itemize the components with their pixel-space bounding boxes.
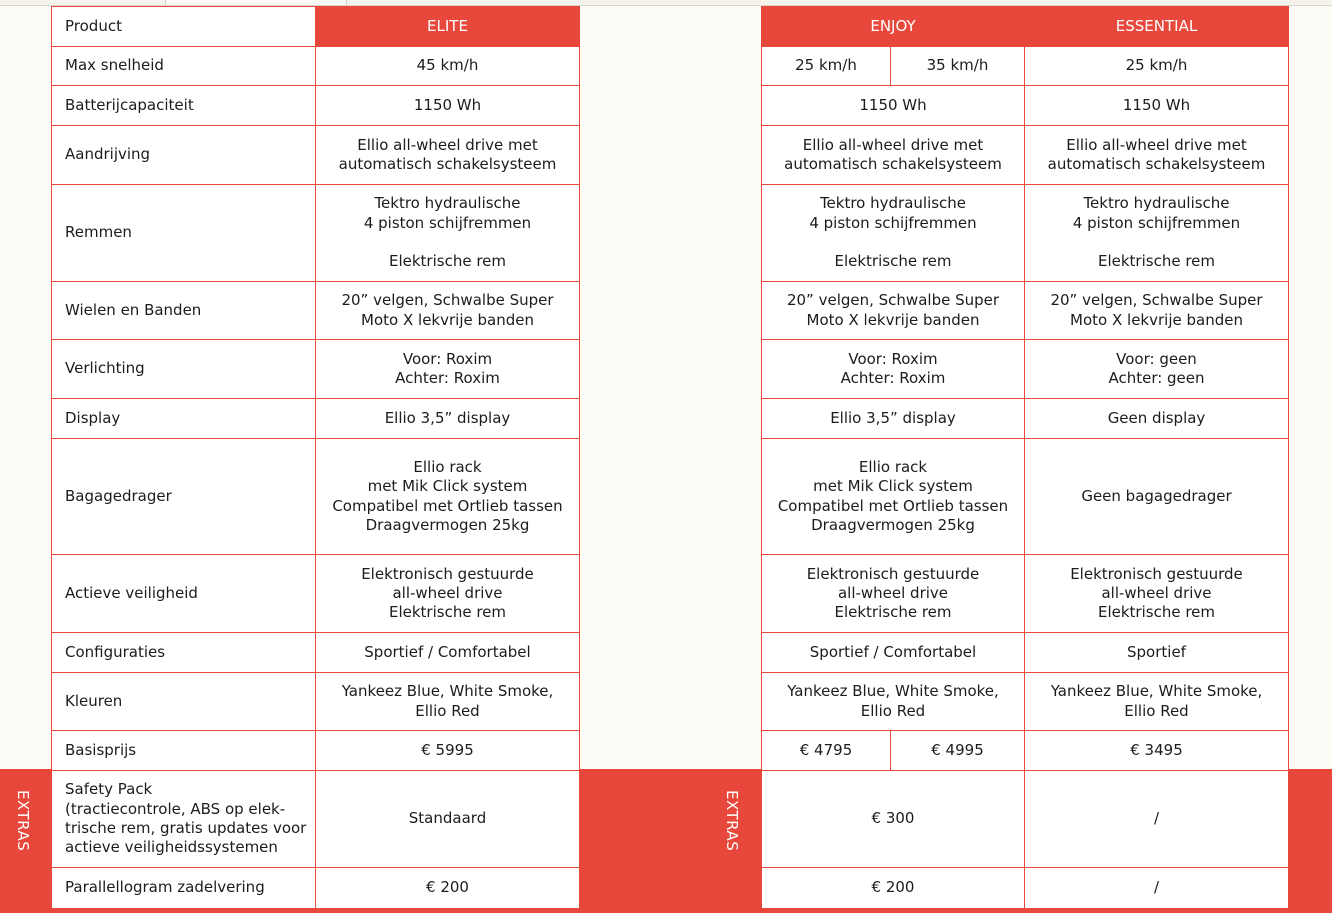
table-row bbox=[52, 185, 580, 282]
enjoy-value bbox=[762, 86, 1025, 126]
table-row bbox=[762, 399, 1289, 439]
extras-label-left: EXTRAS bbox=[14, 790, 32, 852]
essential-value bbox=[1025, 673, 1289, 731]
essential-value-line: 4 piston schijfremmen bbox=[1072, 213, 1241, 232]
essential-value-line: / bbox=[1153, 878, 1160, 897]
elite-value-line: Elektronisch gestuurde bbox=[361, 564, 534, 583]
essential-value bbox=[1025, 771, 1289, 868]
row-label: Actieve veiligheid bbox=[52, 555, 316, 633]
table-row bbox=[762, 439, 1289, 555]
table-row bbox=[52, 555, 580, 633]
table-row bbox=[52, 399, 580, 439]
enjoy-value-line: Voor: Roxim bbox=[848, 349, 938, 368]
elite-value bbox=[316, 126, 580, 185]
essential-value-line: Elektrische rem bbox=[1097, 252, 1216, 271]
essential-value-line: Elektronisch gestuurde bbox=[1070, 564, 1243, 583]
essential-value bbox=[1025, 399, 1289, 439]
spec-table-elite bbox=[51, 6, 580, 909]
elite-value bbox=[316, 731, 580, 771]
table-row bbox=[52, 731, 580, 771]
elite-value-line: Standaard bbox=[408, 809, 487, 828]
essential-value-line bbox=[1029, 233, 1284, 252]
enjoy-value bbox=[762, 673, 1025, 731]
elite-value-line: 1150 Wh bbox=[413, 95, 482, 114]
elite-value-line: Sportief / Comfortabel bbox=[364, 642, 531, 661]
row-label: Configuraties bbox=[52, 633, 316, 673]
elite-value-line: Elektrische rem bbox=[388, 603, 507, 622]
table-row bbox=[762, 282, 1289, 340]
enjoy-value bbox=[762, 399, 1025, 439]
header-essential: ESSENTIAL bbox=[1025, 7, 1289, 47]
elite-value-line: 20” velgen, Schwalbe Super bbox=[341, 291, 554, 310]
table-row bbox=[762, 126, 1289, 185]
enjoy-value-line: Draagvermogen 25kg bbox=[811, 515, 975, 534]
row-label: Bagagedrager bbox=[52, 439, 316, 555]
viewer-tab[interactable] bbox=[165, 0, 347, 5]
essential-value bbox=[1025, 340, 1289, 399]
essential-value-line: Elektrische rem bbox=[1097, 603, 1216, 622]
enjoy-value bbox=[762, 868, 1025, 909]
table-row bbox=[762, 673, 1289, 731]
enjoy-value-line: Elektrische rem bbox=[834, 252, 952, 271]
enjoy-value-line: met Mik Click system bbox=[813, 477, 973, 496]
enjoy-value-line: Elektronisch gestuurde bbox=[806, 564, 980, 583]
essential-value-line: 1150 Wh bbox=[1122, 95, 1191, 114]
table-row bbox=[52, 771, 580, 868]
essential-value bbox=[1025, 282, 1289, 340]
table-row bbox=[52, 86, 580, 126]
elite-value-line: Yankeez Blue, White Smoke, bbox=[341, 682, 554, 701]
elite-value-line: Achter: Roxim bbox=[395, 369, 500, 387]
enjoy-value-line: € 200 bbox=[871, 878, 915, 897]
header-enjoy: ENJOY bbox=[762, 7, 1025, 47]
essential-value bbox=[1025, 633, 1289, 673]
row-label: Basisprijs bbox=[52, 731, 316, 771]
elite-value-line bbox=[320, 233, 575, 252]
elite-value-line: Ellio 3,5” display bbox=[384, 408, 511, 427]
table-row bbox=[52, 47, 580, 86]
enjoy-value bbox=[762, 126, 1025, 185]
elite-value-line: Voor: Roxim bbox=[402, 349, 493, 368]
elite-value bbox=[316, 771, 580, 868]
enjoy-value bbox=[762, 340, 1025, 399]
elite-value-line: automatisch schakelsysteem bbox=[338, 155, 557, 173]
elite-value-line: Moto X lekvrije banden bbox=[361, 310, 534, 329]
table-row bbox=[762, 868, 1289, 909]
enjoy-value-b: € 4995 bbox=[891, 731, 1025, 771]
table-row bbox=[762, 555, 1289, 633]
enjoy-value-line: Elektrische rem bbox=[834, 603, 952, 622]
table-row bbox=[762, 185, 1289, 282]
essential-value-line: Sportief bbox=[1127, 642, 1186, 661]
table-row bbox=[52, 439, 580, 555]
table-row bbox=[762, 340, 1289, 399]
essential-value-line: Moto X lekvrije banden bbox=[1070, 310, 1243, 329]
row-label-line: actieve veiligheidssystemen bbox=[65, 838, 278, 857]
enjoy-value bbox=[762, 185, 1025, 282]
elite-value-line: all-wheel drive bbox=[392, 583, 503, 602]
elite-value-line: Ellio rack bbox=[413, 457, 482, 476]
essential-value-line: / bbox=[1153, 809, 1160, 828]
extras-label-right: EXTRAS bbox=[723, 790, 741, 852]
enjoy-value-line: Moto X lekvrije banden bbox=[806, 310, 980, 329]
table-row bbox=[762, 633, 1289, 673]
table-row bbox=[52, 633, 580, 673]
table-row bbox=[762, 731, 1289, 771]
elite-value-line: € 200 bbox=[426, 878, 469, 897]
row-label-line: (tractiecontrole, ABS op elek- bbox=[65, 799, 286, 818]
enjoy-value-line: all-wheel drive bbox=[837, 583, 949, 602]
essential-value-line: 20” velgen, Schwalbe Super bbox=[1050, 291, 1263, 310]
enjoy-value-a: € 4795 bbox=[762, 731, 891, 771]
table-row bbox=[52, 126, 580, 185]
enjoy-value-b: 35 km/h bbox=[891, 47, 1025, 86]
header-product: Product bbox=[52, 7, 316, 47]
enjoy-value-line: Ellio all-wheel drive met bbox=[802, 135, 984, 154]
essential-value-line: Geen bagagedrager bbox=[1081, 486, 1232, 505]
row-label: Max snelheid bbox=[52, 47, 316, 86]
elite-value bbox=[316, 47, 580, 86]
enjoy-value-line: € 300 bbox=[871, 809, 915, 828]
elite-value-line: Elektrische rem bbox=[388, 252, 507, 271]
essential-value bbox=[1025, 47, 1289, 86]
elite-value-line: met Mik Click system bbox=[367, 477, 528, 496]
row-label: Remmen bbox=[52, 185, 316, 282]
enjoy-value-line: Ellio Red bbox=[860, 701, 926, 720]
essential-value bbox=[1025, 868, 1289, 909]
elite-value-line: Ellio all-wheel drive met bbox=[357, 135, 538, 154]
table-row bbox=[52, 282, 580, 340]
row-label: Display bbox=[52, 399, 316, 439]
elite-value bbox=[316, 673, 580, 731]
elite-value bbox=[316, 633, 580, 673]
enjoy-value-line bbox=[766, 233, 1020, 252]
essential-value-line: € 3495 bbox=[1130, 740, 1183, 759]
table-row bbox=[762, 47, 1289, 86]
enjoy-value-line: 4 piston schijfremmen bbox=[809, 213, 977, 232]
row-label-line: trische rem, gratis updates voor bbox=[65, 819, 307, 837]
essential-value-line: Achter: geen bbox=[1108, 369, 1205, 387]
enjoy-value-line: 1150 Wh bbox=[859, 95, 927, 114]
elite-value-line: € 5995 bbox=[421, 740, 474, 759]
header-elite: ELITE bbox=[316, 7, 580, 47]
essential-value-line: Tektro hydraulische bbox=[1083, 194, 1230, 213]
essential-value-line: all-wheel drive bbox=[1101, 583, 1212, 602]
elite-value bbox=[316, 185, 580, 282]
essential-value-line: Yankeez Blue, White Smoke, bbox=[1050, 682, 1263, 701]
elite-value bbox=[316, 340, 580, 399]
elite-value-line: 4 piston schijfremmen bbox=[363, 213, 532, 232]
elite-value bbox=[316, 399, 580, 439]
enjoy-value bbox=[762, 439, 1025, 555]
elite-value-line: Tektro hydraulische bbox=[374, 194, 521, 213]
essential-value-line: Voor: geen bbox=[1116, 349, 1197, 368]
header-row bbox=[52, 7, 580, 47]
elite-value bbox=[316, 86, 580, 126]
enjoy-value-line: Tektro hydraulische bbox=[819, 194, 967, 213]
table-row bbox=[52, 340, 580, 399]
elite-value-line: Compatibel met Ortlieb tassen bbox=[332, 496, 563, 515]
header-row bbox=[762, 7, 1289, 47]
essential-value bbox=[1025, 126, 1289, 185]
table-row bbox=[52, 673, 580, 731]
row-label: Kleuren bbox=[52, 673, 316, 731]
enjoy-value bbox=[762, 282, 1025, 340]
essential-value bbox=[1025, 185, 1289, 282]
elite-value bbox=[316, 439, 580, 555]
elite-value bbox=[316, 868, 580, 909]
enjoy-value-line: Ellio 3,5” display bbox=[830, 408, 956, 427]
enjoy-value-line: automatisch schakelsysteem bbox=[784, 155, 1002, 173]
essential-value-line: 25 km/h bbox=[1125, 56, 1188, 75]
elite-value bbox=[316, 555, 580, 633]
row-label-line: Safety Pack bbox=[65, 780, 153, 799]
enjoy-value bbox=[762, 771, 1025, 868]
elite-value-line: Ellio Red bbox=[415, 701, 480, 720]
enjoy-value-line: Compatibel met Ortlieb tassen bbox=[777, 496, 1009, 515]
row-label: Parallellogram zadelvering bbox=[52, 868, 316, 909]
essential-value bbox=[1025, 86, 1289, 126]
essential-value-line: Geen display bbox=[1107, 408, 1206, 427]
enjoy-value bbox=[762, 633, 1025, 673]
row-label: Aandrijving bbox=[52, 126, 316, 185]
enjoy-value-line: Yankeez Blue, White Smoke, bbox=[787, 682, 999, 701]
enjoy-value-line: Ellio rack bbox=[858, 457, 928, 476]
enjoy-value bbox=[762, 555, 1025, 633]
enjoy-value-a: 25 km/h bbox=[762, 47, 891, 86]
essential-value-line: automatisch schakelsysteem bbox=[1047, 155, 1266, 173]
elite-value-line: Draagvermogen 25kg bbox=[365, 515, 530, 534]
enjoy-value-line: Sportief / Comfortabel bbox=[809, 642, 977, 661]
elite-value-line: 45 km/h bbox=[416, 56, 479, 75]
enjoy-value-line: Achter: Roxim bbox=[840, 369, 946, 387]
table-row bbox=[762, 771, 1289, 868]
row-label: Batterijcapaciteit bbox=[52, 86, 316, 126]
table-row bbox=[52, 868, 580, 909]
table-row bbox=[762, 86, 1289, 126]
row-label: Wielen en Banden bbox=[52, 282, 316, 340]
essential-value bbox=[1025, 555, 1289, 633]
row-label: Verlichting bbox=[52, 340, 316, 399]
essential-value bbox=[1025, 439, 1289, 555]
essential-value bbox=[1025, 731, 1289, 771]
spec-table-enjoy-essential bbox=[761, 6, 1289, 909]
elite-value bbox=[316, 282, 580, 340]
essential-value-line: Ellio Red bbox=[1124, 701, 1189, 720]
enjoy-value-line: 20” velgen, Schwalbe Super bbox=[786, 291, 1000, 310]
row-label bbox=[52, 771, 316, 868]
essential-value-line: Ellio all-wheel drive met bbox=[1066, 135, 1247, 154]
